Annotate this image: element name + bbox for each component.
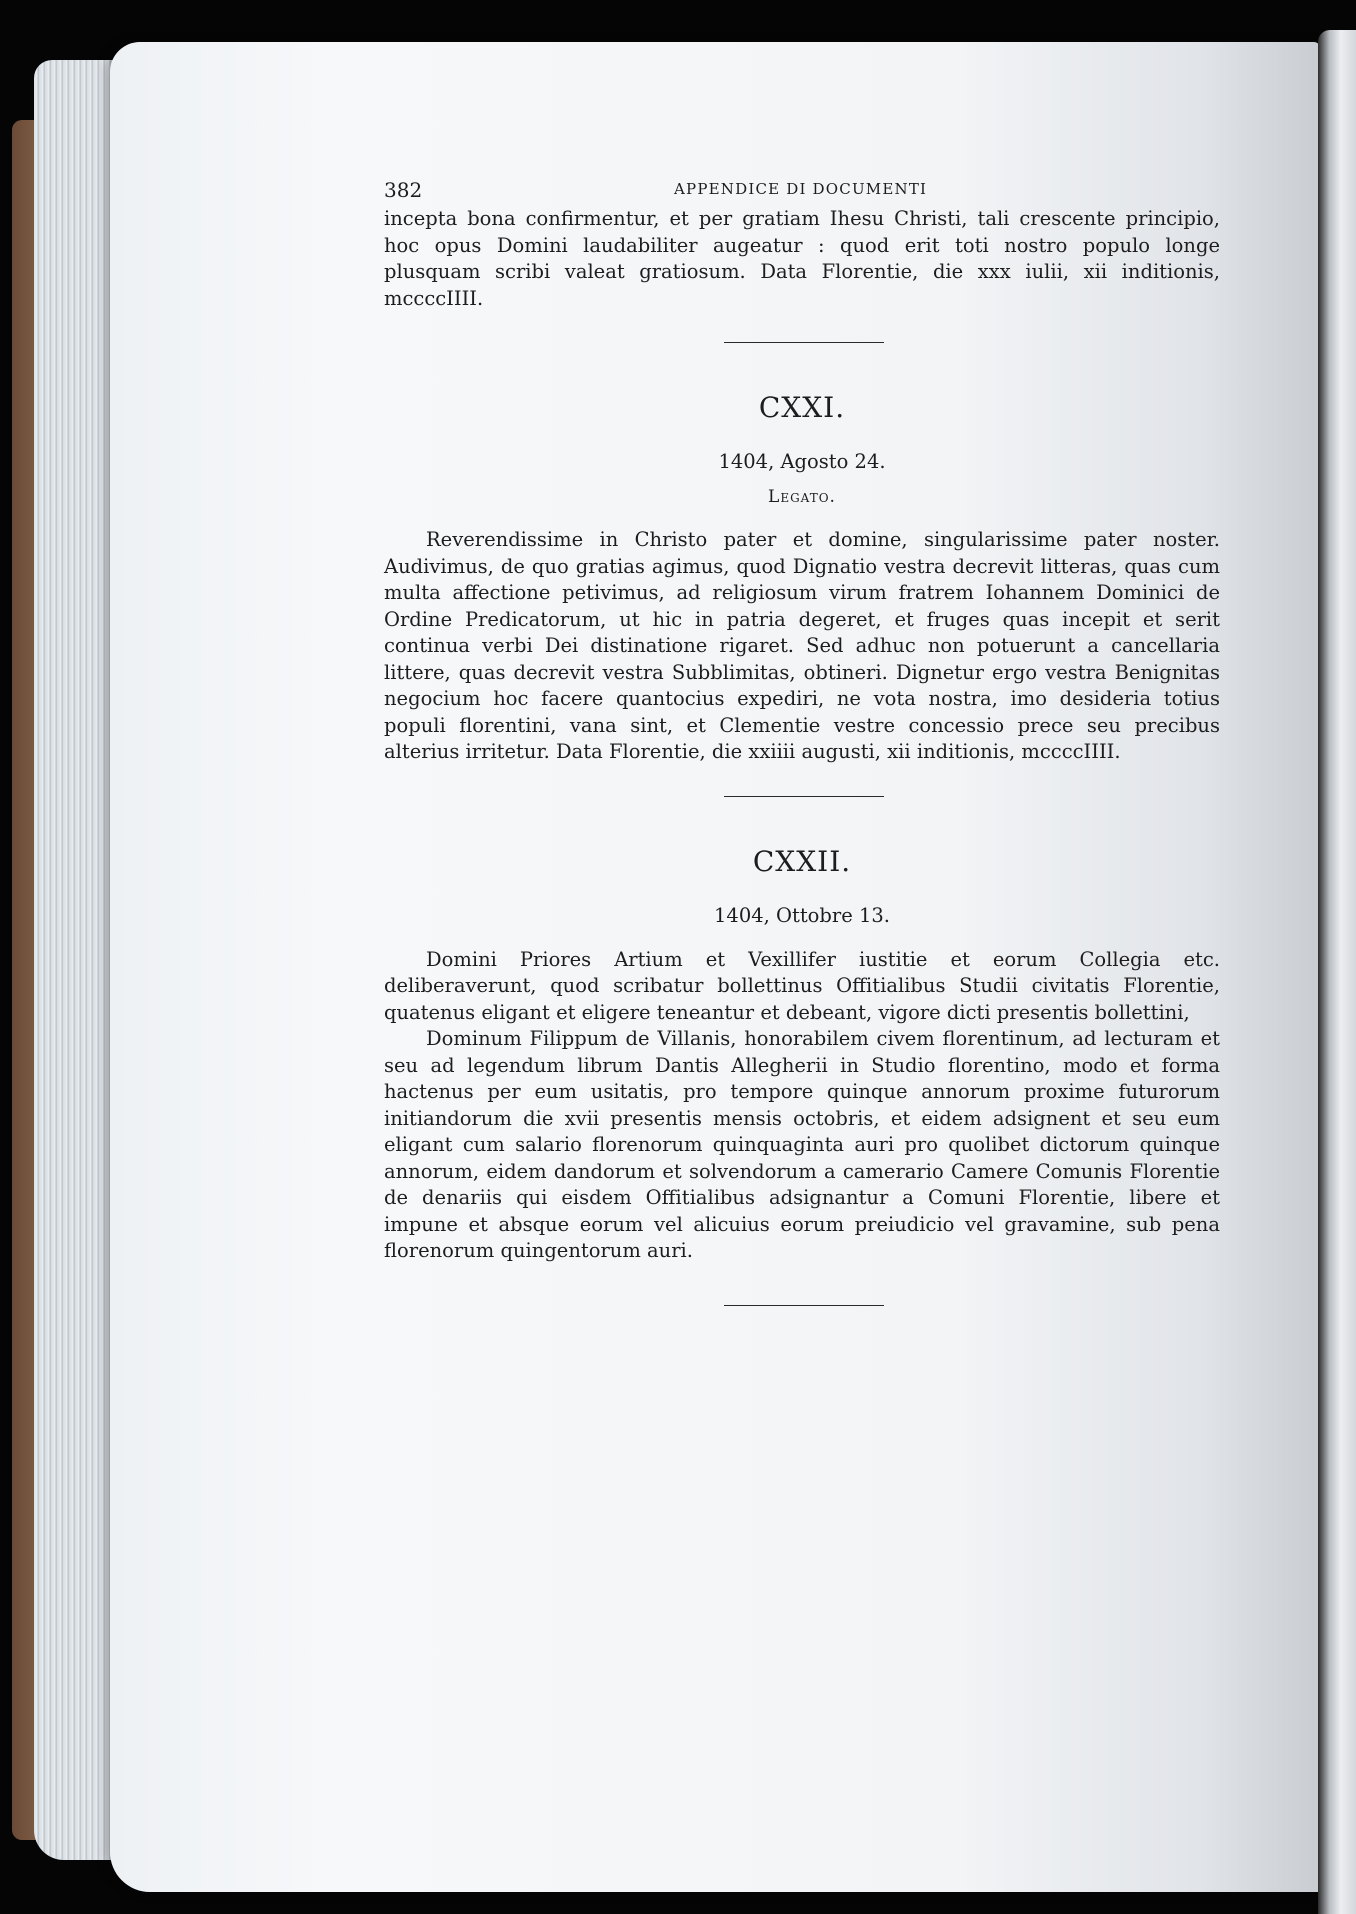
facing-page-edge [1318, 30, 1356, 1914]
document-date: 1404, Ottobre 13. [714, 903, 890, 927]
document-date: 1404, Agosto 24. [718, 450, 886, 473]
document-number: CXXI. [758, 391, 846, 424]
document-paragraph: Dominum Filippum de Villanis, honorabilem civem florentinum, ad lecturam et seu ad legendum librum Dantis Allegherii in Studio florentino, modo et forma hactenus per eum usitatis, pro tempore quinque annorum proxime futurorum initiandorum die xvii presentis mensis octobris, et eidem adsignent et seu eum eligant cum salario florenorum quinquaginta auri pro quolibet dictorum quinque annorum, eidem dandorum et solvendorum a camerario Camere Comunis Florentie de denariis qui eisdem Offitialibus adsignantur a Comuni Florentie, libere et impune et absque eorum vel alicuius eorum preiudicio vel gravamine, sub pena florenorum quingentorum auri. [384, 1027, 1220, 1262]
document-paragraph: Domini Priores Artium et Vexillifer iustitie et eorum Collegia etc. deliberaverunt, quod scribatur bollettinus Offitialibus Studii civitatis Florentie, quatenus eligant et eligere teneantur et debeant, vigore dicti presentis bollettini, [384, 947, 1220, 1024]
running-title: APPENDICE DI DOCUMENTI [674, 180, 928, 198]
document-paragraph: Reverendissime in Christo pater et domine, singularissime pater noster. Audivimus, de quo gratias agimus, quod Dignatio vestra decrevit litteras, quas cum multa affectione petivimus, ad religiosum virum fratrem Iohannem Dominici de Ordine Predicatorum, ut hic in patria degeret, et fruges quas incepit et serit continua verbi Dei distinatione rigaret. Sed adhuc non potuerunt a cancellaria littere, quas decrevit vestra Subblimitas, obtineri. Dignetur ergo vestra Benignitas negocium hoc facere quantocius expediri, ne vota nostra, imo desideria totius populi florentini, vana sint, et Clementie vestre concessio prece seu precibus alterius irritetur. Data Florentie, die xxiiii augusti, xii inditionis, mccccIIII. [384, 528, 1220, 763]
continuation-paragraph: incepta bona confirmentur, et per gratiam Ihesu Christi, tali crescente principio, hoc opus Domini laudabiliter augeatur : quod erit toti nostro populo longe plusquam scribi valeat gratiosum. Data Florentie, die xxx iulii, xii inditionis, mccccIIII. [384, 207, 1220, 310]
section-divider [724, 1305, 884, 1306]
document-heading: Legato. [768, 487, 836, 507]
page-number: 382 [384, 178, 423, 202]
document-number: CXXII. [752, 844, 852, 878]
text-block [384, 172, 1220, 1306]
running-head [384, 172, 1220, 206]
